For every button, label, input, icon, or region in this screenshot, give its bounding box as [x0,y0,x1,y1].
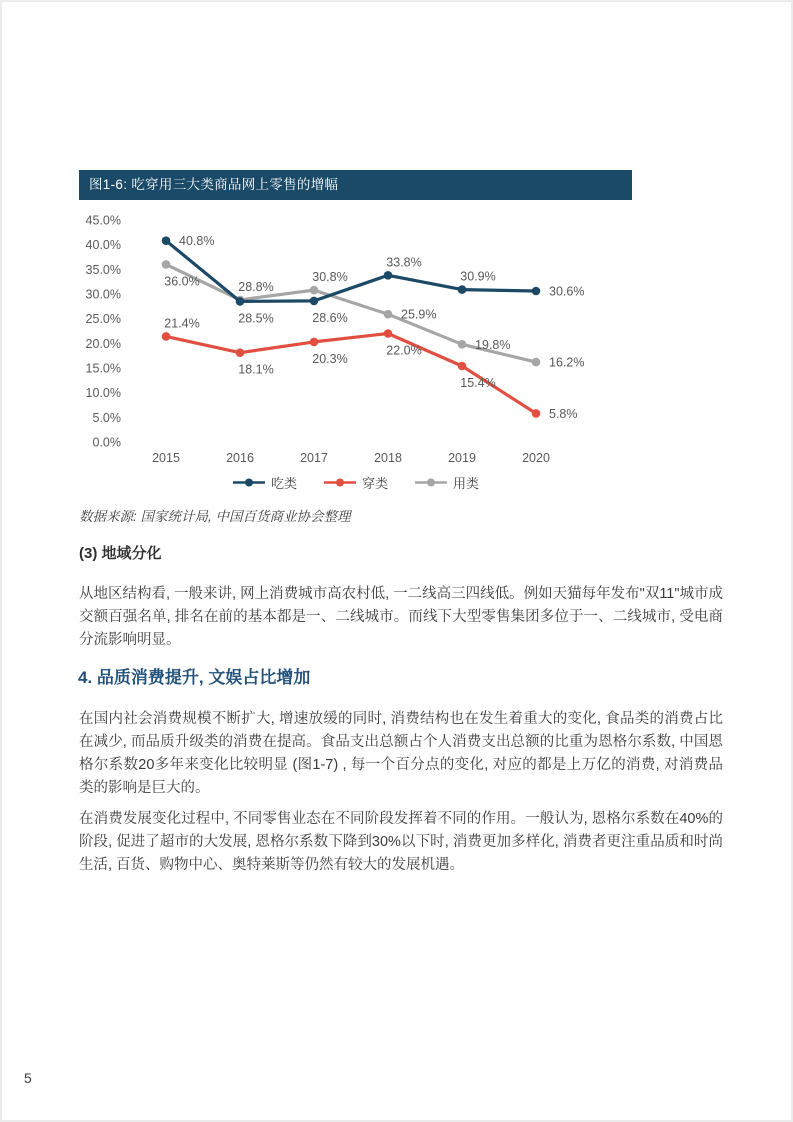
svg-text:15.0%: 15.0% [85,361,121,376]
data-label: 22.0% [386,343,422,358]
data-label: 28.5% [238,311,274,326]
data-label: 15.4% [460,376,496,390]
data-label: 25.9% [401,307,437,322]
data-label: 18.1% [238,362,274,377]
paragraph-region: 从地区结构看, 一般来讲, 网上消费城市高农村低, 一二线高三四线低。例如天猫每年发布"双11"城市成交额百强名单, 排名在前的基本都是一、二线城市。而线下大型零售集团多位于一、二线城市, 受电商分流影响明显。 [79,586,724,648]
paragraph-quality-1: 在国内社会消费规模不断扩大, 增速放缓的同时, 消费结构也在发生着重大的变化, 食品类的消费占比在减少, 而品质升级类的消费在提高。食品支出总额占个人消费支出总额的比重为恩格尔系数, 中国恩格尔系数20多年来变化比较明显 (图1-7) , 每一个百分点的变化, 对应的都是上万亿的消费, 对消费品类的影响是巨大的。 [79,711,723,796]
legend-line-marker-icon [323,477,357,488]
section-heading-region: (3) 地域分化 [79,545,162,562]
section-heading-quality: 4. 品质消费提升, 文娱占比增加 [78,668,311,687]
data-label: 16.2% [549,355,585,370]
data-point [458,285,467,294]
legend-label: 吃类 [270,475,297,491]
paragraph-quality-2: 在消费发展变化过程中, 不同零售业态在不同阶段发挥着不同的作用。一般认为, 恩格尔系数在40%的阶段, 促进了超市的大发展, 恩格尔系数下降到30%以下时, 消费更加多样化, 消费者更注重品质和时尚生活, 百货、购物中心、奥特莱斯等仍然有较大的发展机遇。 [79,811,723,873]
svg-text:30.0%: 30.0% [85,287,121,302]
svg-text:10.0%: 10.0% [85,386,121,401]
data-point [310,297,319,306]
legend-item [232,473,297,492]
data-point [458,340,467,349]
data-point [162,260,171,269]
chart-legend [79,472,632,492]
svg-text:2015: 2015 [152,451,180,465]
svg-text:2017: 2017 [300,451,328,465]
series-穿类 [162,316,578,421]
data-point [162,236,171,245]
svg-text:25.0%: 25.0% [85,312,121,327]
legend-line-marker-icon [232,477,266,488]
series-吃类 [162,234,585,325]
svg-text:2018: 2018 [374,451,402,465]
line-chart [79,200,632,472]
svg-text:0.0%: 0.0% [92,435,121,450]
data-source-note: 数据来源: 国家统计局, 中国百货商业协会整理 [79,509,351,524]
legend-label: 穿类 [361,475,388,491]
data-label: 30.8% [312,270,348,285]
legend-line-marker-icon [414,477,448,488]
svg-text:20.0%: 20.0% [85,336,121,351]
svg-text:2019: 2019 [448,451,476,465]
data-point [310,286,319,295]
data-point [236,348,245,357]
data-label: 21.4% [164,316,200,331]
data-point [384,271,393,280]
data-label: 40.8% [179,234,215,249]
data-point [532,287,541,296]
x-axis-labels [152,451,550,465]
data-label: 20.3% [312,351,348,366]
data-point [236,297,245,306]
legend-item [414,473,479,492]
figure-block [79,170,632,492]
svg-text:5.0%: 5.0% [92,410,121,425]
data-label: 5.8% [549,406,578,421]
data-point [532,358,541,367]
legend-label: 用类 [453,475,480,491]
svg-text:45.0%: 45.0% [85,213,121,228]
page-number: 5 [24,1070,32,1086]
svg-text:2020: 2020 [522,451,550,465]
data-label: 30.6% [549,284,585,299]
data-point [310,338,319,347]
legend-item [323,473,388,492]
data-point [532,409,541,418]
svg-text:40.0%: 40.0% [85,238,121,253]
data-point [384,329,393,338]
data-label: 28.8% [238,279,274,294]
data-point [384,310,393,319]
data-point [162,332,171,341]
figure-title-bar: 图1-6: 吃穿用三大类商品网上零售的增幅 [79,170,632,200]
data-label: 19.8% [475,337,511,352]
svg-text:35.0%: 35.0% [85,262,121,277]
y-axis-ticks [86,214,121,450]
data-label: 36.0% [164,274,200,289]
data-label: 28.6% [312,310,348,325]
data-label: 30.9% [460,269,496,284]
data-point [458,362,467,371]
data-label: 33.8% [386,255,422,270]
svg-text:2016: 2016 [226,451,254,465]
series-用类 [162,260,585,370]
